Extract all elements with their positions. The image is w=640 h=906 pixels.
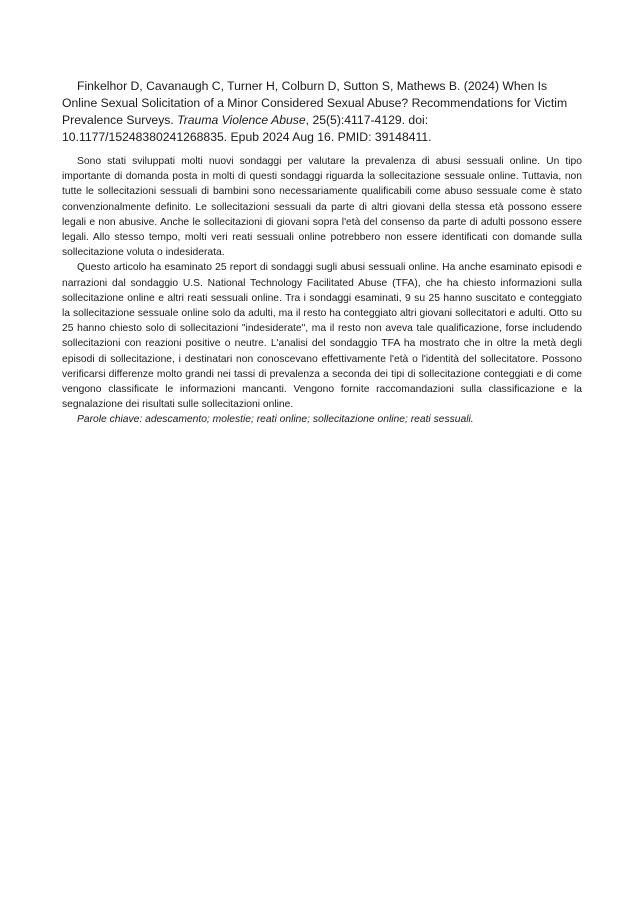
abstract-keywords: Parole chiave: adescamento; molestie; reati online; sollecitazione online; reati sessuali. <box>77 414 474 426</box>
abstract <box>62 154 582 428</box>
citation <box>62 78 582 146</box>
citation-authors-title: Finkelhor D, Cavanaugh C, Turner H, Colburn D, Sutton S, Mathews B. (2024) When Is Online Sexual Solicitation of a Minor Considered Sexual Abuse? Recommendations for Victim Prevalence Surveys. <box>62 79 568 127</box>
citation-details: , 25(5):4117-4129. doi: 10.1177/15248380241268835. Epub 2024 Aug 16. PMID: 39148411. <box>62 113 432 144</box>
abstract-paragraph-1: Sono stati sviluppati molti nuovi sondaggi per valutare la prevalenza di abusi sessuali online. Un tipo importante di domanda posta in molti di questi sondaggi riguarda la sollecitazione sessuale online. Tuttavia, non tutte le sollecitazioni sessuali di bambini sono necessariamente qualificabili come abuso sessuale come è stato convenzionalmente definito. Le sollecitazioni sessuali da parte di altri giovani della stessa età possono essere legali e non abusive. Anche le sollecitazioni di giovani sopra l'età del consenso da parte di adulti possono essere legali. Allo stesso tempo, molti veri reati sessuali online potrebbero non essere identificati con domande sulla sollecitazione voluta o indesiderata. <box>62 156 582 259</box>
abstract-paragraph-2: Questo articolo ha esaminato 25 report di sondaggi sugli abusi sessuali online. Ha anche esaminato episodi e narrazioni dal sondaggio U.S. National Technology Facilitated Abuse (TFA), che ha chiesto informazioni sulla sollecitazione online e altri reati sessuali online. Tra i sondaggi esaminati, 9 su 25 hanno suscitato e conteggiato la sollecitazione sessuale online solo da adulti, ma il resto ha conteggiato altri giovani sollecitatori e adulti. Otto su 25 hanno chiesto solo di sollecitazioni "indesiderate", ma il resto non aveva tale qualificazione, forse includendo sollecitazioni con reazioni positive o neutre. L'analisi del sondaggio TFA ha mostrato che in oltre la metà degli episodi di sollecitazione, i destinatari non conoscevano effettivamente l'età o l'identità del sollecitatore. Possono verificarsi differenze molto grandi nei tassi di prevalenza a seconda dei tipi di sollecitazione conteggiati e di come vengono classificate le informazioni mancanti. Vengono fornite raccomandazioni sulla classificazione e la segnalazione dei risultati sulle sollecitazioni online. <box>62 262 582 411</box>
citation-journal: Trauma Violence Abuse <box>177 113 306 127</box>
